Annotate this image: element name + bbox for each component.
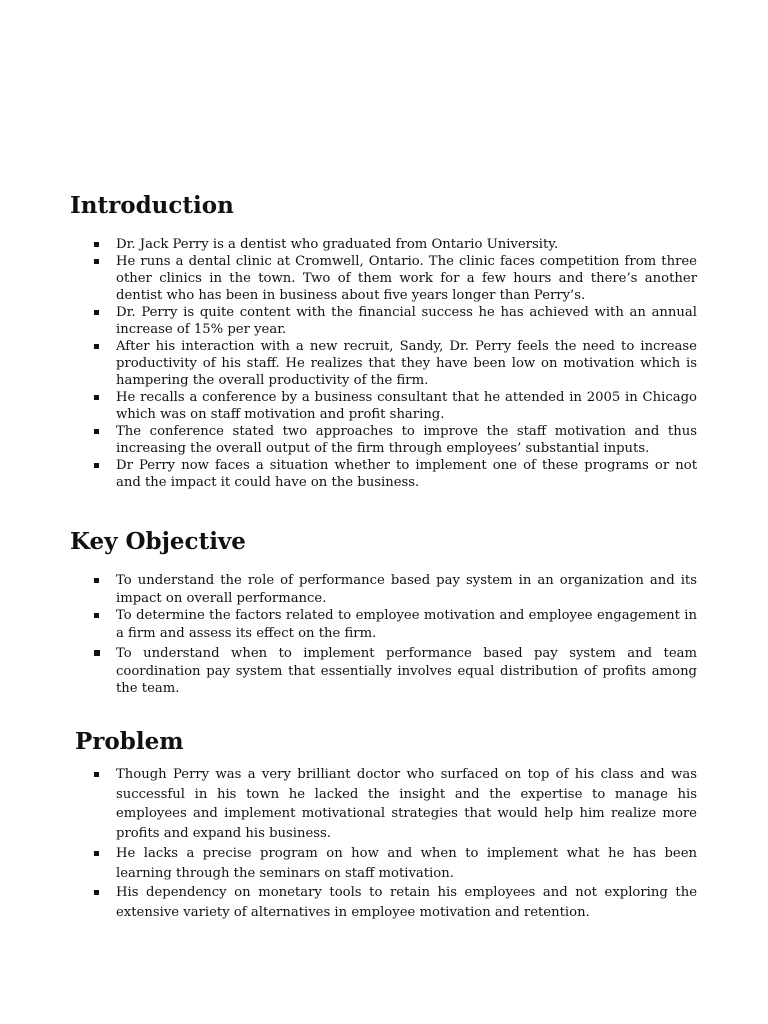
section-heading: Problem (75, 728, 184, 755)
list-item (0, 338, 697, 389)
section-heading: Key Objective (70, 528, 246, 555)
list-item (0, 423, 697, 457)
list-item-text: He lacks a precise program on how and when to implement what he has been learning through the seminars on staff motivation. (116, 845, 697, 881)
bullet-icon (94, 395, 99, 400)
bullet-icon (94, 650, 100, 656)
list-item (0, 607, 697, 642)
bullet-icon (94, 310, 99, 315)
bullet-icon (94, 578, 99, 583)
bullet-icon (94, 242, 99, 247)
bullet-icon (94, 772, 99, 777)
list-item-text: Dr Perry now faces a situation whether to implement one of these programs or not and the impact it could have on the business. (116, 458, 697, 490)
section-heading: Introduction (70, 192, 234, 219)
list-item (0, 572, 697, 607)
list-item-text: To determine the factors related to employee motivation and employee engagement in a firm and assess its effect on the firm. (116, 608, 697, 641)
list-item-text: The conference stated two approaches to improve the staff motivation and thus increasing the overall output of the firm through employees’ substantial inputs. (116, 424, 697, 456)
bullet-icon (94, 890, 99, 895)
list-item-text: His dependency on monetary tools to retain his employees and not exploring the extensive variety of alternatives in employee motivation and retention. (116, 885, 697, 920)
list-item-text: Dr. Jack Perry is a dentist who graduated from Ontario University. (116, 237, 559, 252)
bullet-list (0, 236, 697, 491)
list-item-text: To understand the role of performance based pay system in an organization and its impact on overall performance. (116, 573, 697, 606)
list-item (0, 389, 697, 423)
list-item (0, 304, 697, 338)
list-item (0, 645, 697, 698)
list-item (0, 765, 697, 844)
bullet-icon (94, 463, 99, 468)
list-item (0, 883, 697, 922)
list-item-text: After his interaction with a new recruit, Sandy, Dr. Perry feels the need to increase productivity of his staff. He realizes that they have been low on motivation which is hampering the overall productivity of the firm. (116, 339, 697, 388)
bullet-icon (94, 259, 99, 264)
bullet-icon (94, 613, 99, 618)
bullet-list (0, 765, 697, 923)
list-item (0, 844, 697, 883)
bullet-icon (94, 851, 99, 856)
list-item (0, 457, 697, 491)
list-item-text: Dr. Perry is quite content with the financial success he has achieved with an annual increase of 15% per year. (116, 305, 697, 337)
list-item-text: He runs a dental clinic at Cromwell, Ontario. The clinic faces competition from three other clinics in the town. Two of them work for a few hours and there’s another dentist who has been in business about five years longer than Perry’s. (116, 254, 697, 303)
list-item-text: Though Perry was a very brilliant doctor who surfaced on top of his class and was successful in his town he lacked the insight and the expertise to manage his employees and implement motivational strategies that would help him realize more profits and expand his business. (116, 767, 697, 842)
bullet-icon (94, 344, 99, 349)
list-item (0, 253, 697, 304)
list-item-text: He recalls a conference by a business consultant that he attended in 2005 in Chicago which was on staff motivation and profit sharing. (116, 390, 697, 422)
bullet-list (0, 572, 697, 698)
bullet-icon (94, 429, 99, 434)
list-item (0, 236, 697, 253)
list-item-text: To understand when to implement performance based pay system and team coordination pay system that essentially involves equal distribution of profits among the team. (116, 646, 697, 696)
